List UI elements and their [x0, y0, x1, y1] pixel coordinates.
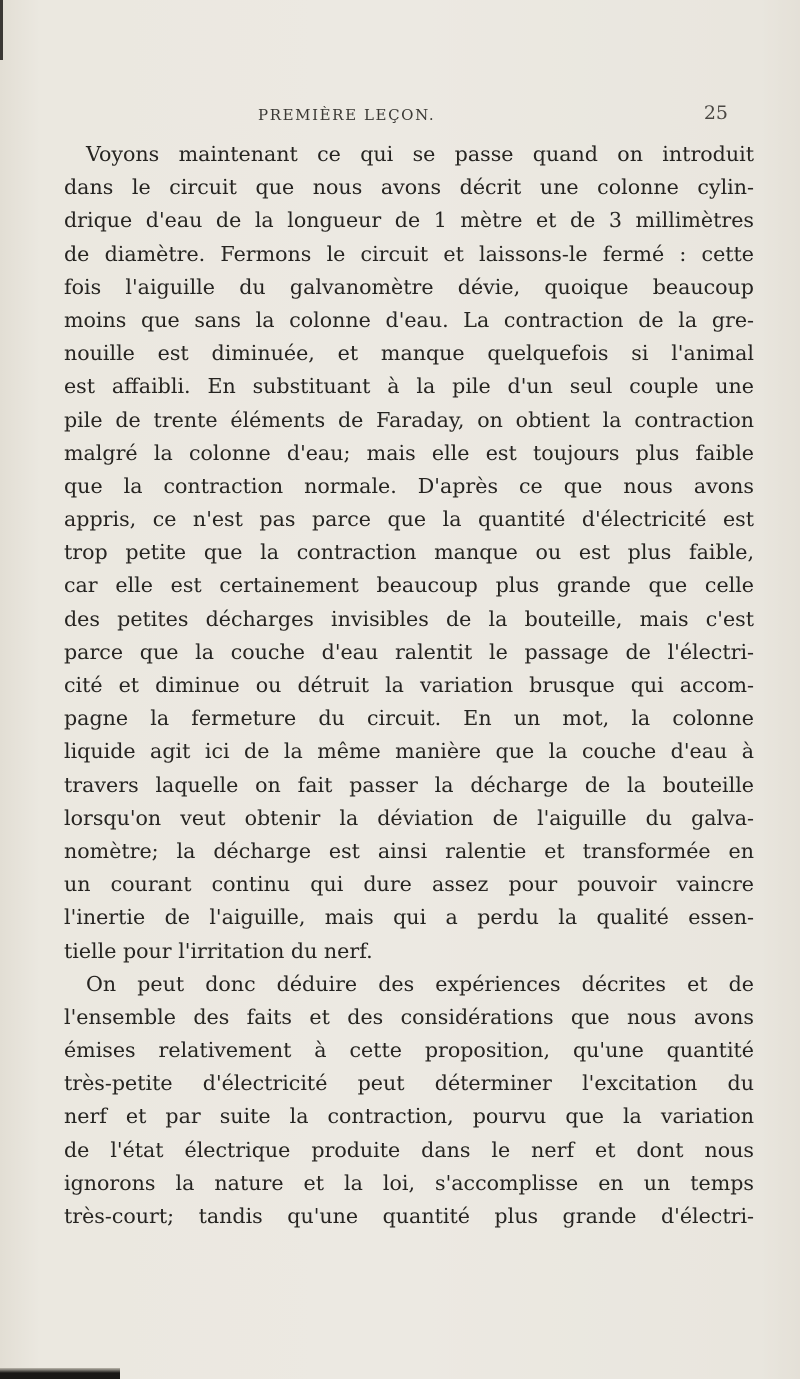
page-header: [258, 102, 728, 128]
text-line: tielle pour l'irritation du nerf.: [64, 938, 373, 963]
text-line: Voyons maintenant ce qui se passe quand on introduit: [86, 142, 754, 166]
body-text: [64, 138, 754, 1233]
text-line: l'inertie de l'aiguille, mais qui a perdu la qualité essen-: [64, 905, 754, 930]
text-line: pile de trente éléments de Faraday, on obtient la contraction: [64, 407, 754, 432]
text-line: drique d'eau de la longueur de 1 mètre et de 3 millimètres: [64, 208, 754, 233]
text-line: moins que sans la colonne d'eau. La contraction de la gre-: [64, 307, 754, 332]
text-line: On peut donc déduire des expériences décrites et de: [86, 971, 754, 996]
text-line: de l'état électrique produite dans le nerf et dont nous: [64, 1137, 754, 1162]
page-edge-left: [0, 0, 3, 60]
text-line: est affaibli. En substituant à la pile d'un seul couple une: [64, 374, 754, 399]
text-line: liquide agit ici de la même manière que la couche d'eau à: [64, 739, 754, 764]
text-line: parce que la couche d'eau ralentit le passage de l'électri-: [64, 639, 754, 664]
text-line: travers laquelle on fait passer la décharge de la bouteille: [64, 772, 754, 797]
text-line: nerf et par suite la contraction, pourvu que la variation: [64, 1104, 754, 1129]
text-line: pagne la fermeture du circuit. En un mot, la colonne: [64, 706, 754, 731]
text-line: nomètre; la décharge est ainsi ralentie et transformée en: [64, 838, 754, 863]
text-line: des petites décharges invisibles de la bouteille, mais c'est: [64, 606, 754, 631]
text-line: car elle est certainement beaucoup plus grande que celle: [64, 573, 754, 598]
page-edge-bottom: [0, 1368, 120, 1379]
text-line: que la contraction normale. D'après ce que nous avons: [64, 473, 754, 498]
text-line: de diamètre. Fermons le circuit et laissons-le fermé : cette: [64, 241, 754, 266]
running-head: PREMIÈRE LEÇON.: [258, 106, 436, 124]
text-line: très-court; tandis qu'une quantité plus grande d'électri-: [64, 1204, 754, 1228]
page-number: 25: [703, 102, 728, 124]
text-line: appris, ce n'est pas parce que la quantité d'électricité est: [64, 507, 754, 532]
text-line: lorsqu'on veut obtenir la déviation de l'aiguille du galva-: [64, 805, 754, 830]
text-line: émises relativement à cette proposition, qu'une quantité: [64, 1038, 754, 1063]
text-line: un courant continu qui dure assez pour pouvoir vaincre: [64, 872, 754, 897]
text-line: cité et diminue ou détruit la variation brusque qui accom-: [64, 673, 754, 697]
text-line: dans le circuit que nous avons décrit une colonne cylin-: [64, 175, 754, 200]
text-line: ignorons la nature et la loi, s'accomplisse en un temps: [64, 1170, 754, 1195]
text-line: très-petite d'électricité peut déterminer l'excitation du: [64, 1071, 754, 1096]
text-line: nouille est diminuée, et manque quelquefois si l'animal: [64, 341, 754, 366]
text-line: trop petite que la contraction manque ou est plus faible,: [64, 540, 754, 565]
text-line: fois l'aiguille du galvanomètre dévie, quoique beaucoup: [64, 274, 754, 299]
text-line: malgré la colonne d'eau; mais elle est toujours plus faible: [64, 440, 754, 465]
text-line: l'ensemble des faits et des considérations que nous avons: [64, 1004, 754, 1029]
